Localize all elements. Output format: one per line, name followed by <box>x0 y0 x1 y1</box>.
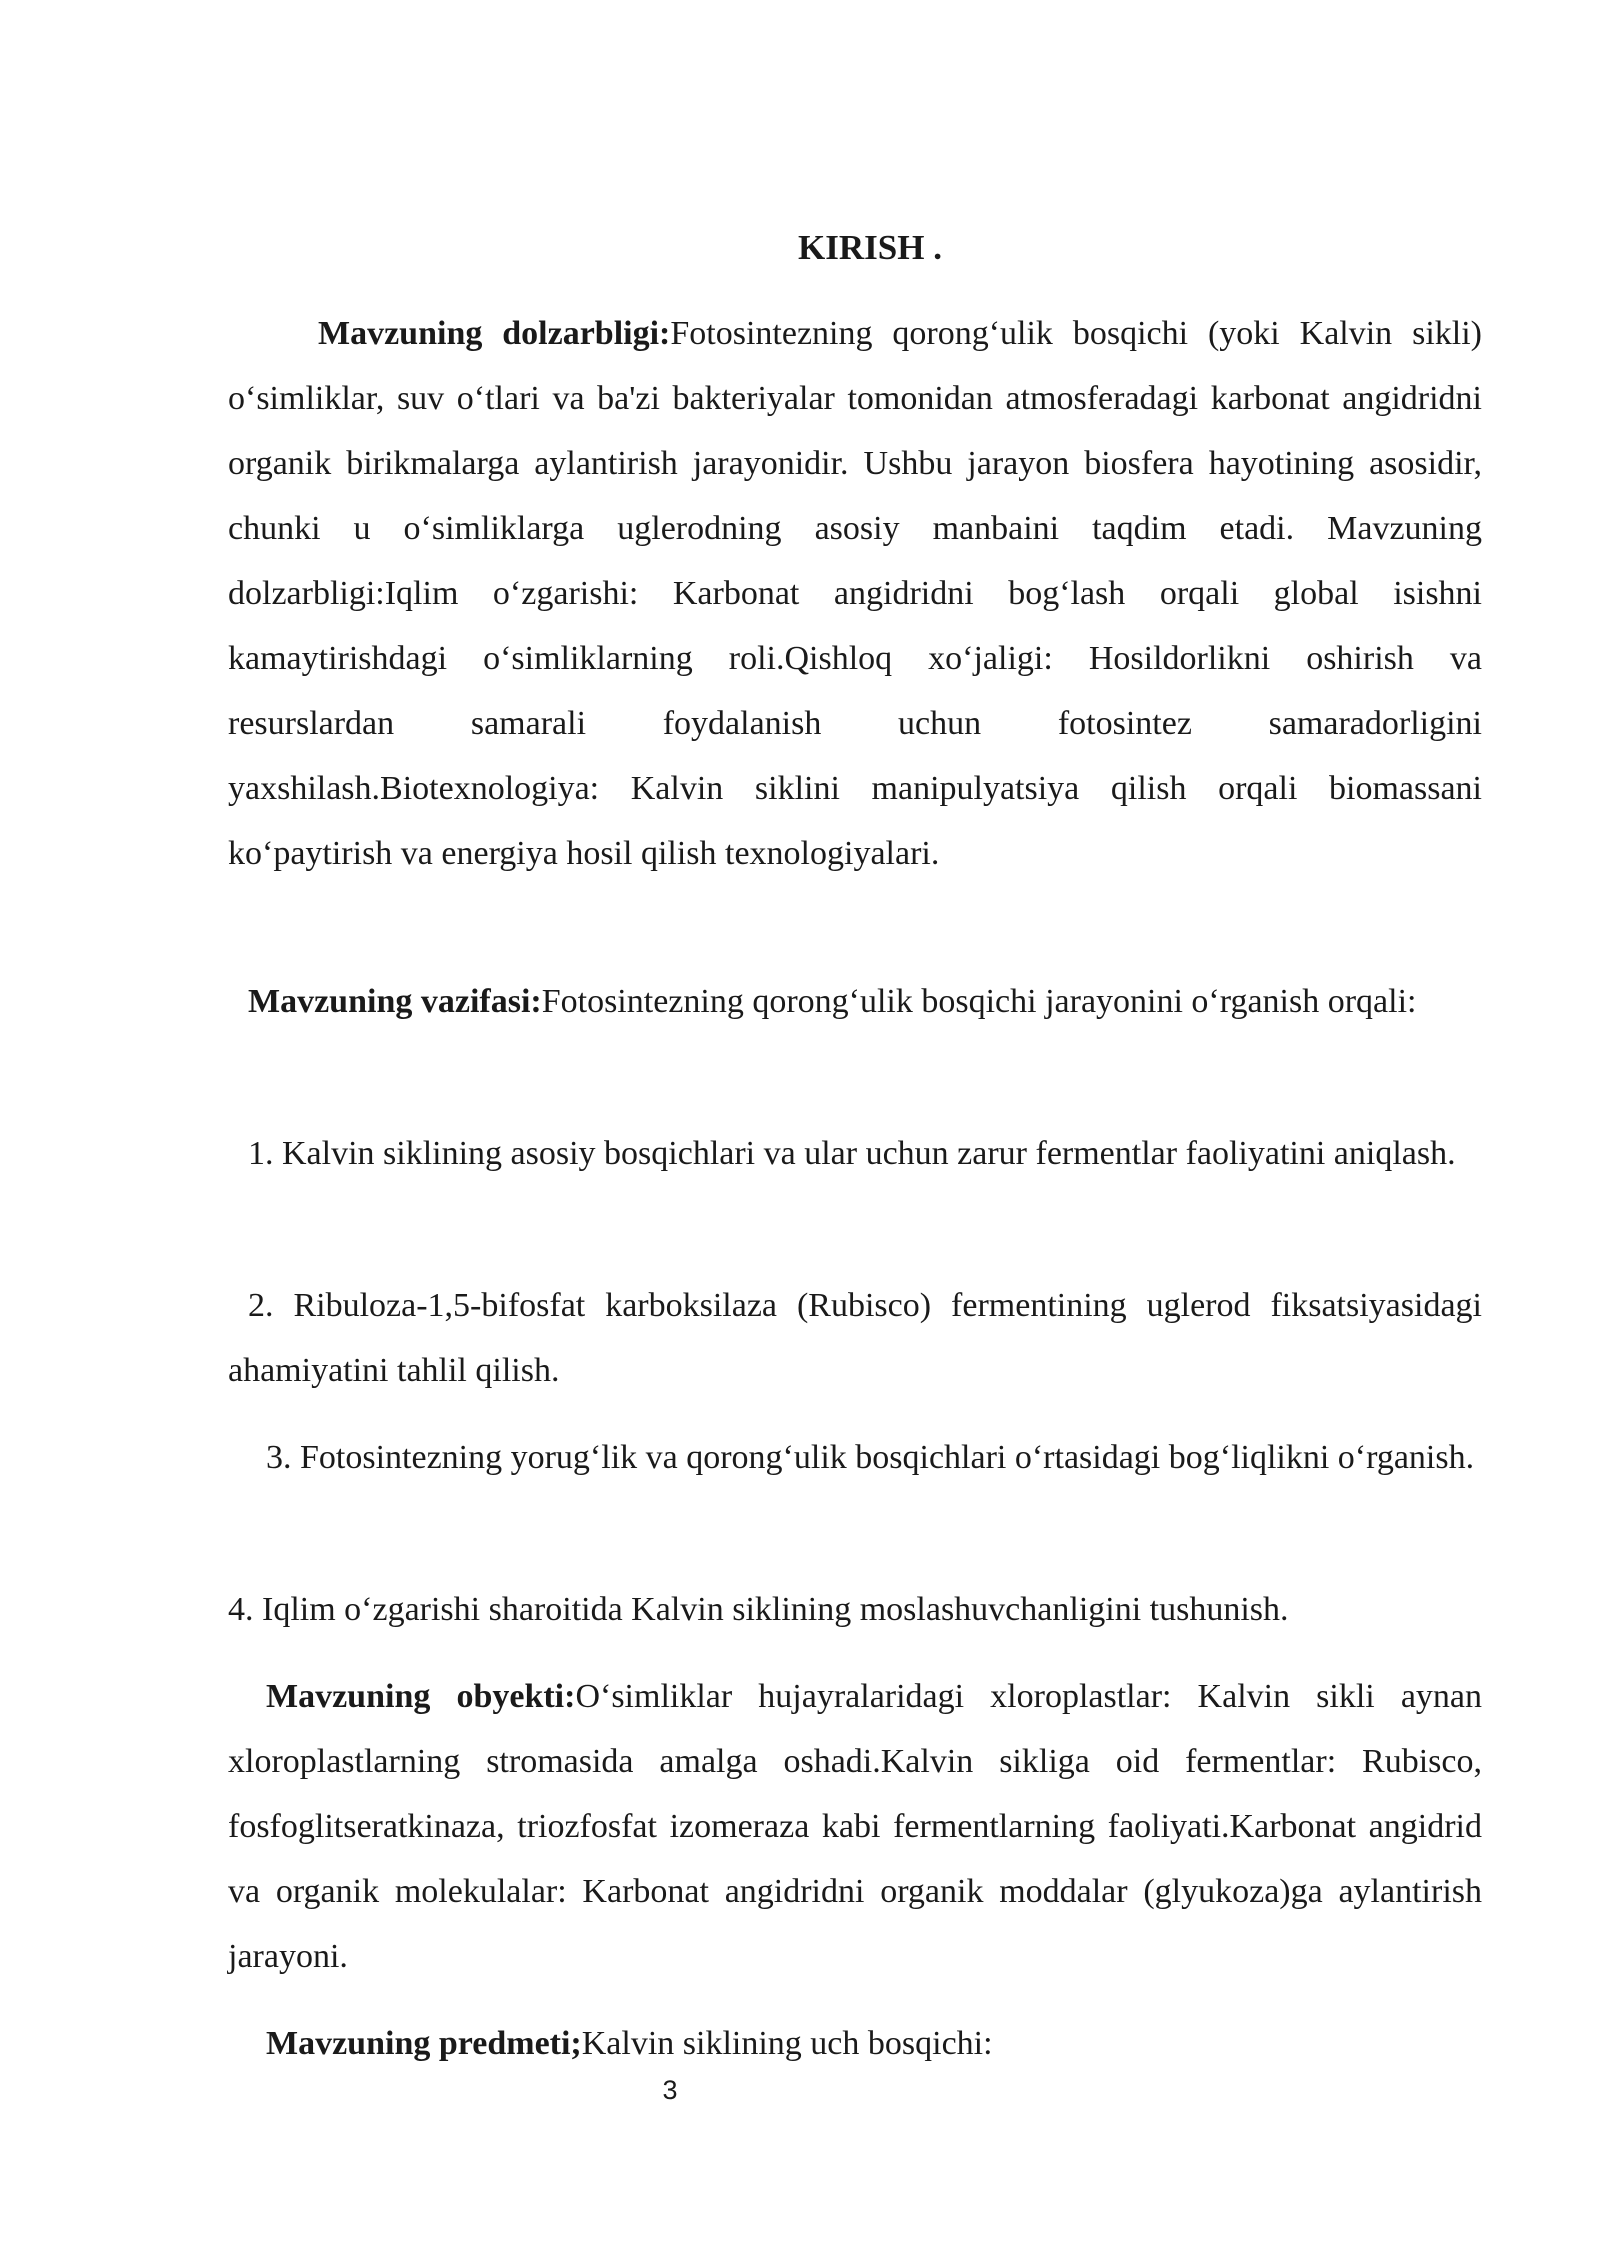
object-paragraph <box>228 1664 1482 1989</box>
object-text: O‘simliklar hujayralaridagi xloroplastlar: Kalvin sikli aynan xloroplastlarning stromasida amalga oshadi.Kalvin sikliga oid fermentlar: Rubisco, fosfoglitseratkinaza, triozfosfat izomeraza kabi fermentlarning faoliyati.Karbonat angidrid va organik molekulalar: Karbonat angidridni organik moddalar (glyukoza)ga aylantirish jarayoni. <box>228 1678 1483 1975</box>
tasks-text: Fotosintezning qorong‘ulik bosqichi jarayonini o‘rganish orqali: <box>541 983 1417 1020</box>
tasks-heading: Mavzuning vazifasi: <box>248 983 542 1020</box>
relevance-heading: Mavzuning dolzarbligi: <box>318 315 671 352</box>
relevance-text: Fotosintezning qorong‘ulik bosqichi (yoki Kalvin sikli) o‘simliklar, suv o‘tlari va ba'zi bakteriyalar tomonidan atmosferadagi karbonat angidridni organik birikmalarga aylantirish jarayonidir. Ushbu jarayon biosfera hayotining asosidir, chunki u o‘simliklarga uglerodning asosiy manbaini taqdim etadi. Mavzuning dolzarbligi:Iqlim o‘zgarishi: Karbonat angidridni bog‘lash orqali global isishni kamaytirishdagi o‘simliklarning roli.Qishloq xo‘jaligi: Hosildorlikni oshirish va resurslardan samarali foydalanish uchun fotosintez samaradorligini yaxshilash.Biotexnologiya: Kalvin siklini manipulyatsiya qilish orqali biomassani ko‘paytirish va energiya hosil qilish texnologiyalari. <box>228 315 1482 872</box>
task-item-4: 4. Iqlim o‘zgarishi sharoitida Kalvin siklining moslashuvchanligini tushunish. <box>228 1591 1289 1628</box>
task-item-2: 2. Ribuloza-1,5-bifosfat karboksilaza (Rubisco) fermentining uglerod fiksatsiyasidagi ahamiyatini tahlil qilish. <box>228 1287 1482 1389</box>
page-title: KIRISH . <box>798 228 942 267</box>
page-number: 3 <box>662 2075 678 2105</box>
object-heading: Mavzuning obyekti: <box>266 1678 576 1715</box>
subject-heading: Mavzuning predmeti; <box>266 2025 582 2062</box>
subject-paragraph <box>228 2011 1482 2076</box>
tasks-paragraph <box>228 969 1482 1034</box>
task-item-3: 3. Fotosintezning yorug‘lik va qorong‘ulik bosqichlari o‘rtasidagi bog‘liqlikni o‘rganish. <box>266 1439 1475 1476</box>
subject-text: Kalvin siklining uch bosqichi: <box>581 2025 993 2062</box>
relevance-paragraph <box>228 301 1482 886</box>
task-item-1: 1. Kalvin siklining asosiy bosqichlari va ular uchun zarur fermentlar faoliyatini aniqlash. <box>248 1135 1456 1172</box>
